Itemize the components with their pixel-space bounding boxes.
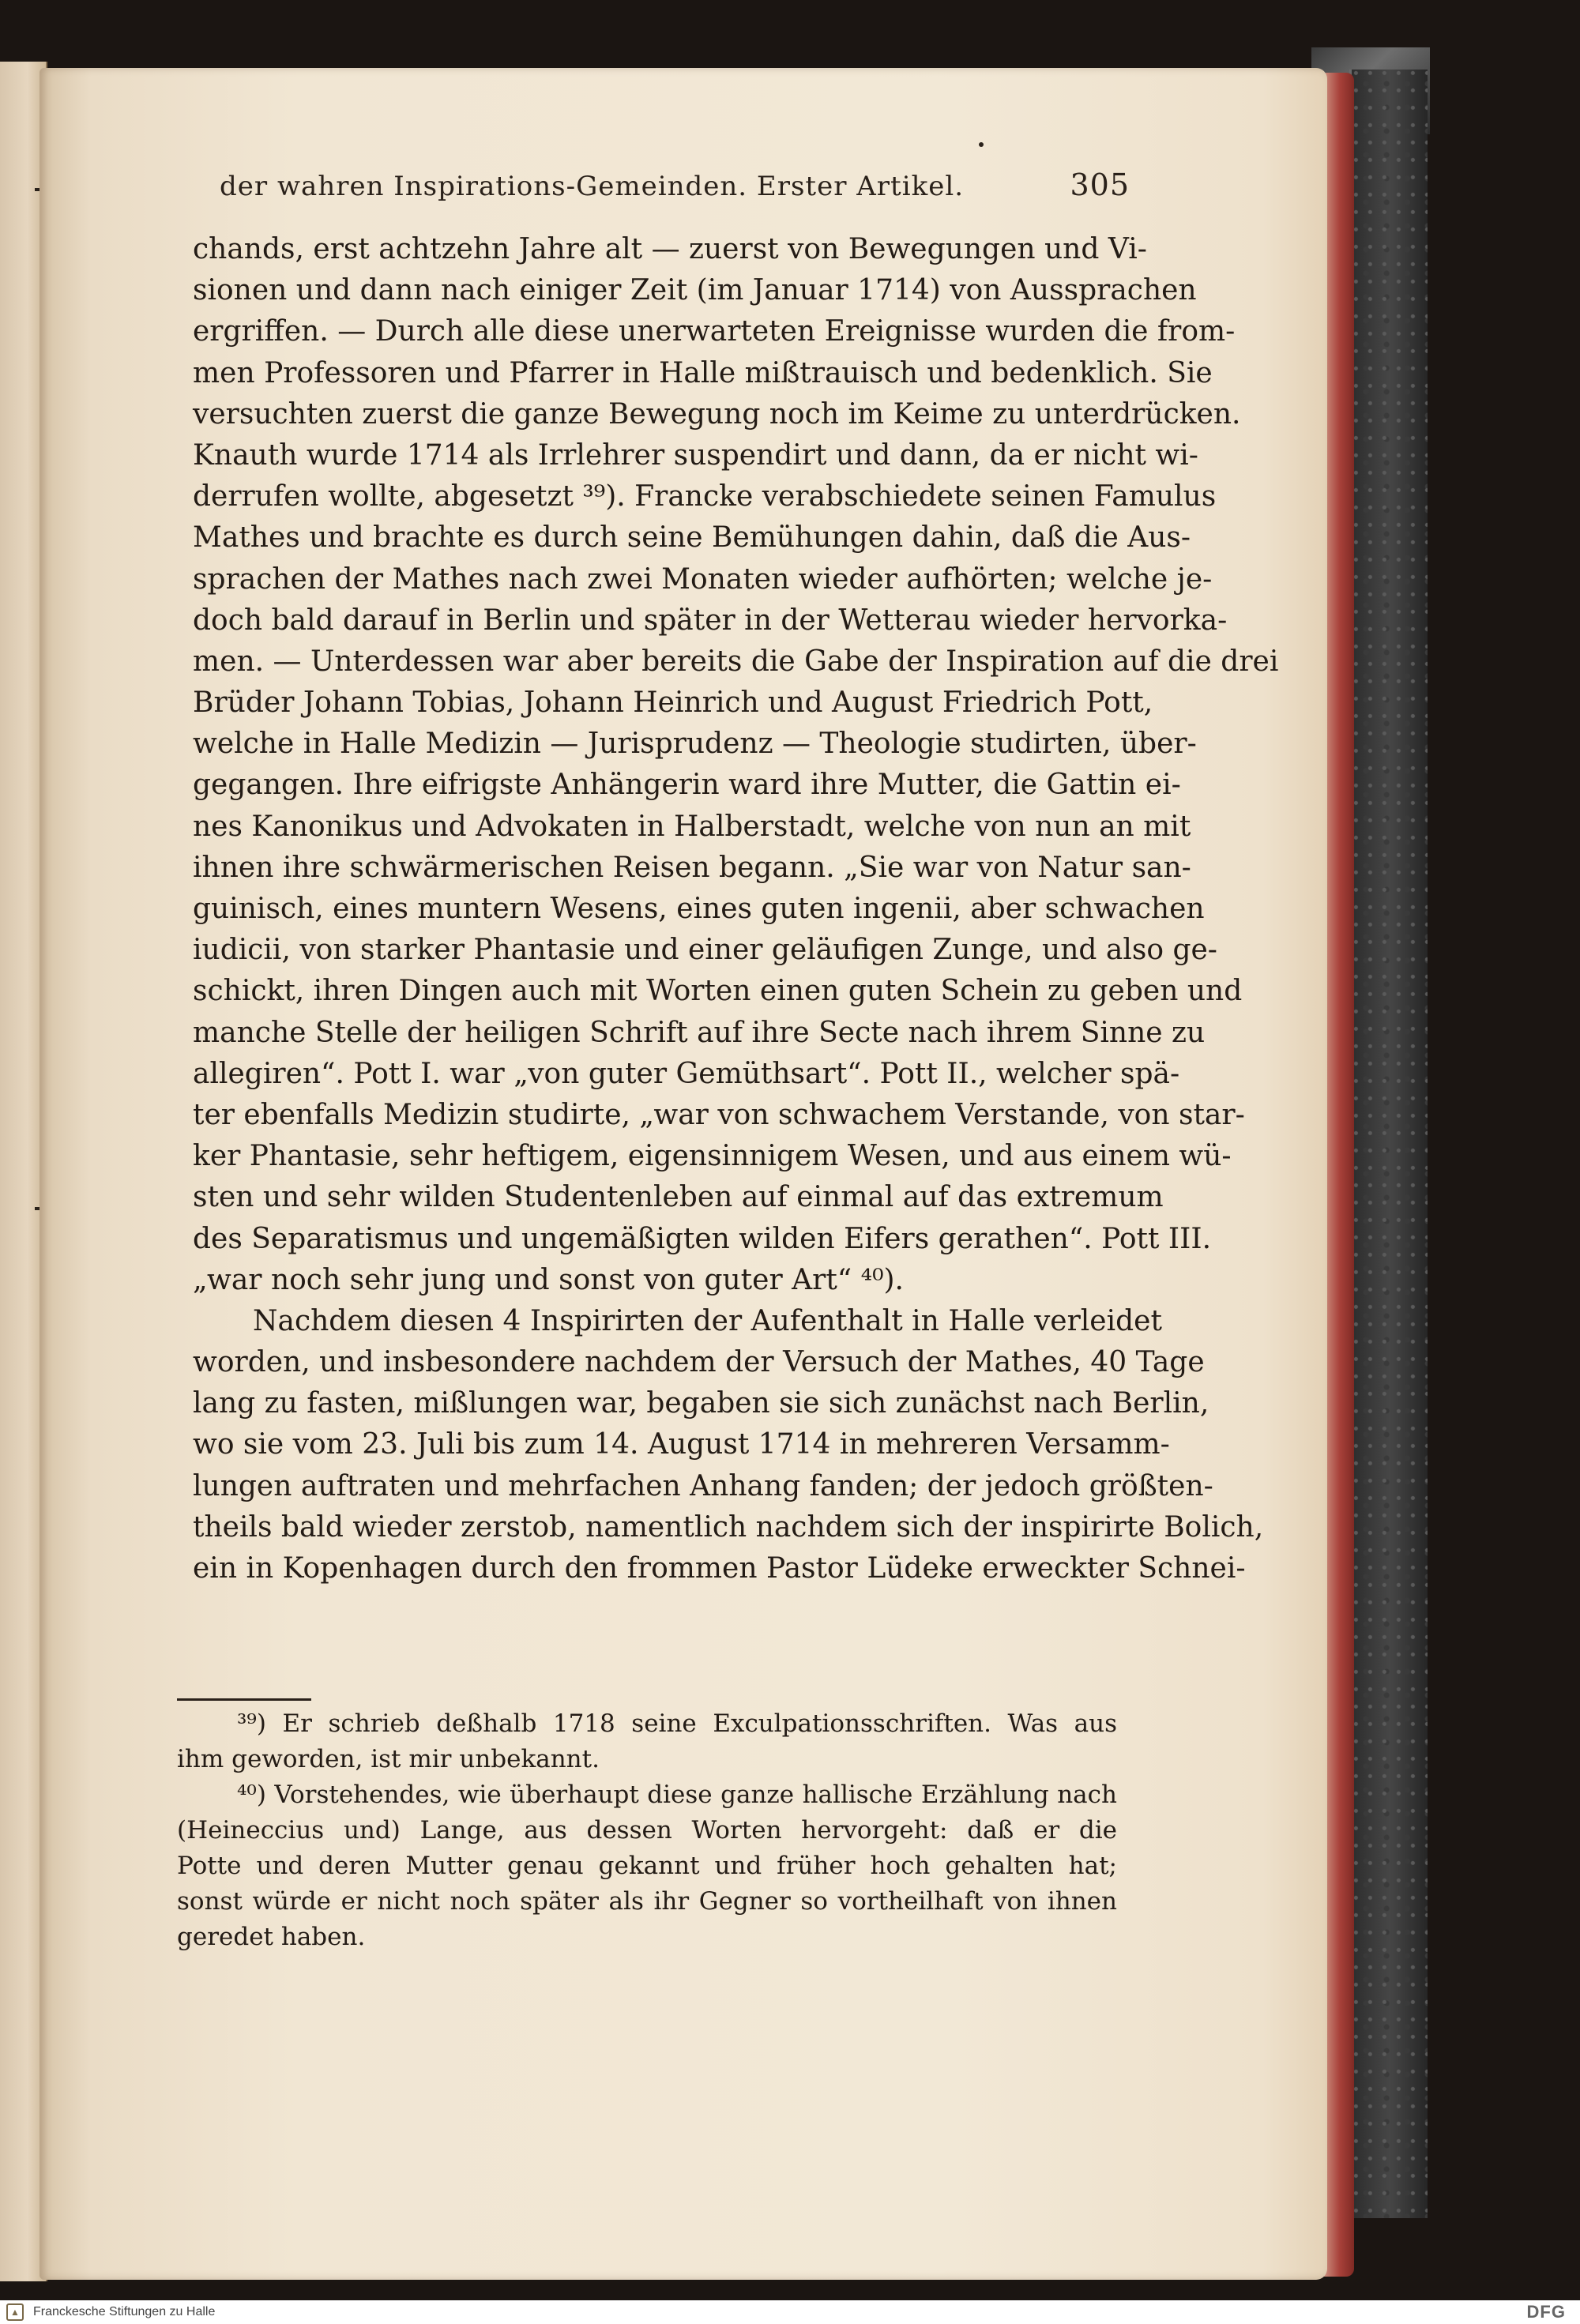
text-line: doch bald darauf in Berlin und später in der Wetterau wieder hervorka- [193,604,1228,637]
footnote-line: geredet haben. [177,1923,366,1951]
text-line: wo sie vom 23. Juli bis zum 14. August 1714 in mehreren Versamm- [193,1428,1170,1461]
footnote-rule [177,1698,311,1701]
text-line: Mathes und brachte es durch seine Bemühungen dahin, daß die Aus- [193,521,1191,555]
text-line: schickt, ihren Dingen auch mit Worten einen guten Schein zu geben und [193,975,1243,1008]
institution-name: Franckesche Stiftungen zu Halle [33,2305,216,2318]
text-line: iudicii, von starker Phantasie und einer geläufigen Zunge, und also ge- [193,934,1217,967]
text-line: sprachen der Mathes nach zwei Monaten wieder aufhörten; welche je- [193,562,1213,596]
footnote-line: sonst würde er nicht noch später als ihr Gegner so vortheilhaft von ihnen [177,1887,1117,1916]
running-head [220,164,1130,212]
text-line: welche in Halle Medizin — Jurisprudenz — Theologie studirten, über- [193,728,1197,761]
text-line: „war noch sehr jung und sonst von guter Art“ ⁴⁰). [193,1263,904,1296]
footnote-line: ihm geworden, ist mir unbekannt. [177,1745,600,1773]
text-line: allegiren“. Pott I. war „von guter Gemüthsart“. Pott II., welcher spä- [193,1057,1180,1090]
viewer-footer [0,2300,1580,2324]
footnote-line: Potte und deren Mutter genau gekannt und früher hoch gehalten hat; [177,1852,1117,1880]
text-line: sionen und dann nach einiger Zeit (im Januar 1714) von Aussprachen [193,274,1197,307]
text-line: manche Stelle der heiligen Schrift auf ihre Secte nach ihrem Sinne zu [193,1016,1206,1049]
text-line: derrufen wollte, abgesetzt ³⁹). Francke verabschiedete seinen Famulus [193,480,1217,513]
page-number: 305 [1070,167,1130,202]
text-line: lang zu fasten, mißlungen war, begaben sie sich zunächst nach Berlin, [193,1387,1209,1420]
footnote-40: ⁴⁰) Vorstehendes, wie überhaupt diese ganze hallische Erzählung nach [237,1781,1117,1809]
institution-logo-icon: ▲ [6,2303,24,2321]
text-line: sten und sehr wilden Studentenleben auf einmal auf das extremum [193,1181,1164,1214]
text-line: ihnen ihre schwärmerischen Reisen begann. „Sie war von Natur san- [193,851,1191,884]
running-head-title: der wahren Inspirations-Gemeinden. Erster Artikel. [220,171,965,202]
footnote-line: (Heineccius und) Lange, aus dessen Worten hervorgeht: daß er die [177,1816,1117,1845]
print-dot [979,142,984,147]
dfg-logo: DFG [1526,2302,1566,2322]
text-line: ter ebenfalls Medizin studirte, „war von schwachem Verstande, von star- [193,1098,1245,1131]
text-line: ein in Kopenhagen durch den frommen Pastor Lüdeke erweckter Schnei- [193,1552,1246,1585]
text-line: Brüder Johann Tobias, Johann Heinrich und August Friedrich Pott, [193,686,1153,720]
text-line: Knauth wurde 1714 als Irrlehrer suspendirt und dann, da er nicht wi- [193,438,1198,472]
text-line: theils bald wieder zerstob, namentlich nachdem sich der inspirirte Bolich, [193,1510,1264,1544]
text-line: des Separatismus und ungemäßigten wilden Eifers gerathen“. Pott III. [193,1222,1212,1255]
text-line: chands, erst achtzehn Jahre alt — zuerst von Bewegungen und Vi- [193,233,1147,265]
text-line: gegangen. Ihre eifrigste Anhängerin ward ihre Mutter, die Gattin ei- [193,769,1181,802]
footnotes [177,1706,1117,1955]
paragraph-first-line: Nachdem diesen 4 Inspirirten der Aufenthalt in Halle verleidet [253,1304,1162,1337]
text-line: versuchten zuerst die ganze Bewegung noch im Keime zu unterdrücken. [193,397,1241,431]
text-line: ker Phantasie, sehr heftigem, eigensinnigem Wesen, und aus einem wü- [193,1140,1232,1173]
text-line: ergriffen. — Durch alle diese unerwarteten Ereignisse wurden die from- [193,315,1236,348]
text-line: worden, und insbesondere nachdem der Versuch der Mathes, 40 Tage [193,1346,1205,1379]
text-line: nes Kanonikus und Advokaten in Halberstadt, welche von nun an mit [193,810,1191,843]
text-line: men Professoren und Pfarrer in Halle mißtrauisch und bedenklich. Sie [193,356,1213,389]
book-cover [1349,70,1428,2218]
text-line: guinisch, eines muntern Wesens, eines guten ingenii, aber schwachen [193,893,1205,925]
text-line: men. — Unterdessen war aber bereits die Gabe der Inspiration auf die drei [193,645,1279,678]
body-text [193,229,1279,1589]
text-line: lungen auftraten und mehrfachen Anhang fanden; der jedoch größten- [193,1469,1213,1502]
footnote-39: ³⁹) Er schrieb deßhalb 1718 seine Exculpationsschriften. Was aus [237,1709,1117,1738]
